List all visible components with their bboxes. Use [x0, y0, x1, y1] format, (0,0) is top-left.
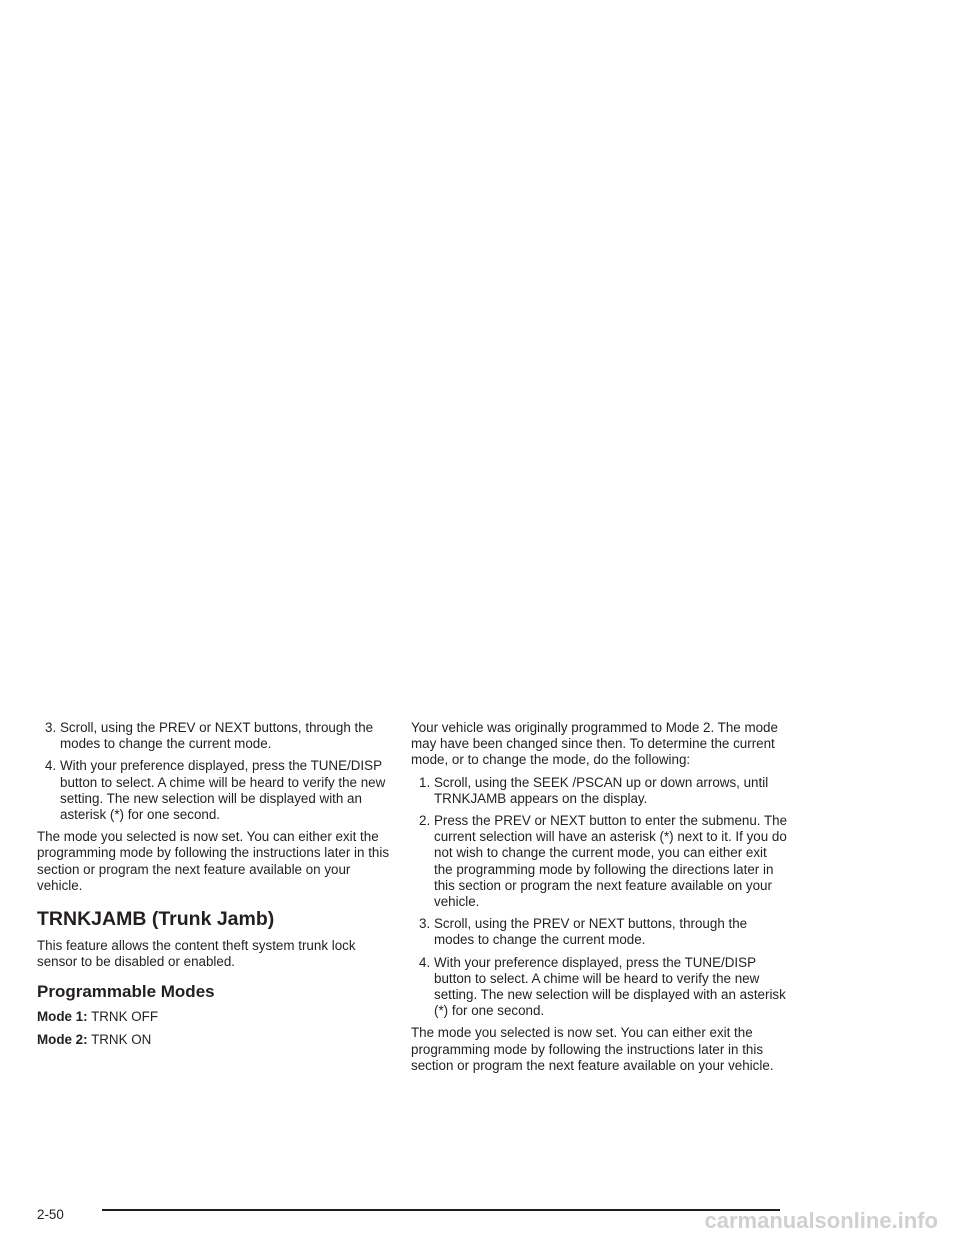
list-item	[411, 955, 789, 1020]
step-number: 4.	[45, 758, 57, 774]
left-column	[37, 720, 395, 1054]
list-item	[411, 813, 789, 910]
step-text: Scroll, using the SEEK /PSCAN up or down arrows, until TRNKJAMB appears on the display.	[434, 774, 769, 806]
step-number: 1.	[419, 774, 431, 790]
step-number: 2.	[419, 813, 431, 829]
right-steps-list	[411, 775, 789, 1020]
page-number: 2-50	[37, 1207, 64, 1222]
step-number: 3.	[45, 720, 57, 735]
closing-paragraph: The mode you selected is now set. You can either exit the programming mode by following the instructions later in this section or program the next feature available on your vehicle.	[37, 829, 390, 893]
left-steps-list	[37, 720, 395, 823]
mode-line	[37, 1009, 395, 1025]
list-item	[411, 775, 789, 807]
right-column	[411, 720, 789, 1080]
mode-value: TRNK OFF	[91, 1009, 159, 1025]
list-item	[37, 758, 395, 823]
watermark-text: carmanualsonline.info	[704, 1208, 938, 1233]
step-text: Press the PREV or NEXT button to enter the submenu. The current selection will have an asterisk (*) next to it. If you do not wish to change the current mode, you can either exit the programming mode by following the directions later in this section or program the next feature available on your vehicle.	[434, 813, 788, 910]
intro-paragraph: Your vehicle was originally programmed to Mode 2. The mode may have been changed since then. To determine the current mode, or to change the mode, do the following:	[411, 720, 778, 768]
step-text: Scroll, using the PREV or NEXT buttons, through the modes to change the current mode.	[434, 916, 748, 948]
step-number: 3.	[419, 916, 431, 932]
list-item	[37, 720, 395, 752]
section-intro: This feature allows the content theft system trunk lock sensor to be disabled or enabled.	[37, 938, 356, 970]
footer-divider	[102, 1209, 780, 1211]
section-heading: TRNKJAMB (Trunk Jamb)	[37, 908, 275, 931]
mode-line	[37, 1032, 395, 1048]
step-text: With your preference displayed, press the TUNE/DISP button to select. A chime will be heard to verify the new setting. The new selection will be displayed with an asterisk (*) for one second.	[434, 954, 786, 1019]
mode-label: Mode 2:	[37, 1031, 88, 1047]
subheading: Programmable Modes	[37, 982, 215, 1002]
list-item	[411, 916, 789, 948]
mode-value: TRNK ON	[91, 1031, 152, 1047]
step-text: With your preference displayed, press the TUNE/DISP button to select. A chime will be heard to verify the new setting. The new selection will be displayed with an asterisk (*) for one second.	[60, 758, 386, 823]
mode-label: Mode 1:	[37, 1009, 88, 1025]
closing-paragraph: The mode you selected is now set. You can either exit the programming mode by following the instructions later in this section or program the next feature available on your vehicle.	[411, 1025, 774, 1073]
step-text: Scroll, using the PREV or NEXT buttons, through the modes to change the current mode.	[60, 720, 374, 752]
step-number: 4.	[419, 954, 431, 970]
